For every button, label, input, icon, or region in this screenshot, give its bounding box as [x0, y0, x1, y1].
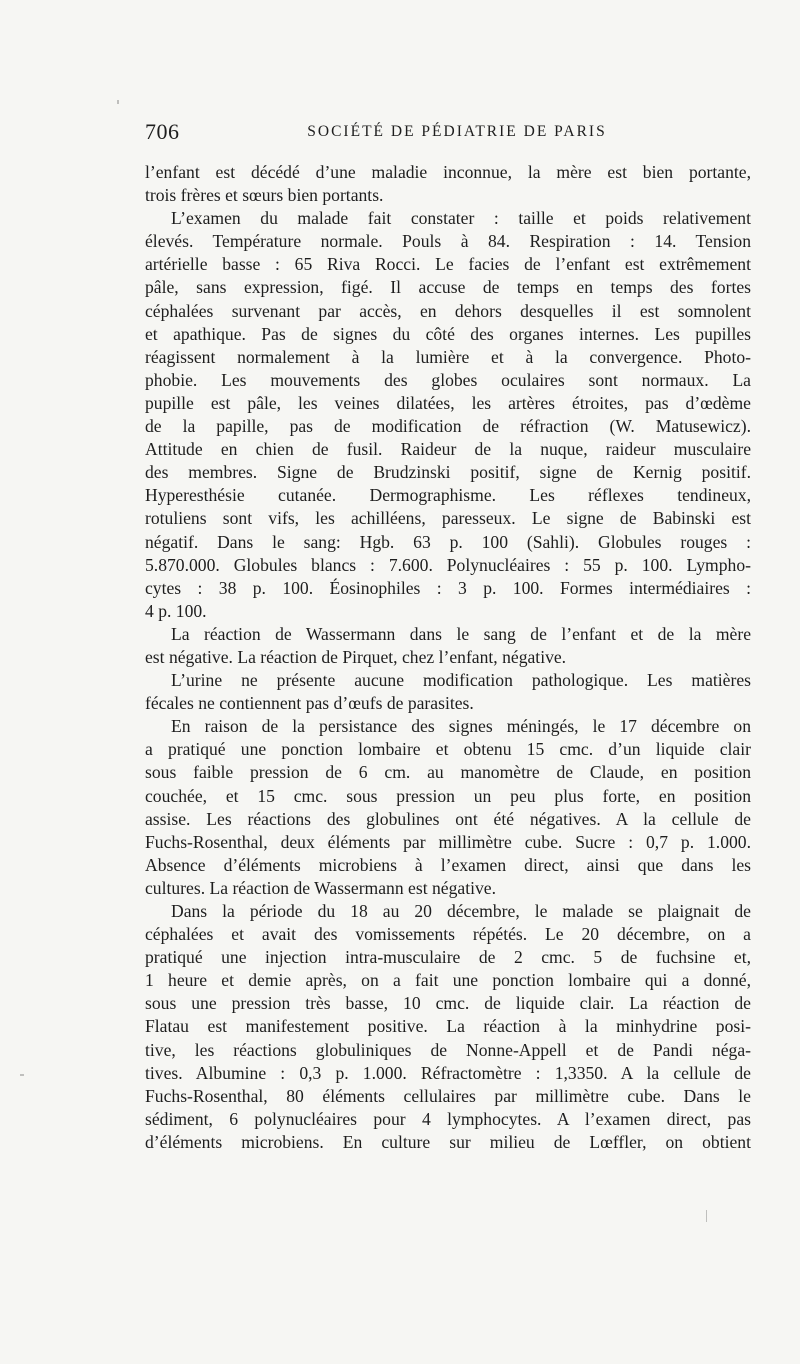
text-line: tives. Albumine : 0,3 p. 1.000. Réfractomètre : 1,3350. A la cellule de: [145, 1062, 751, 1083]
text-line: Fuchs-Rosenthal, deux éléments par millimètre cube. Sucre : 0,7 p. 1.000.: [145, 831, 751, 852]
text-line: a pratiqué une ponction lombaire et obtenu 15 cmc. d’un liquide clair: [145, 739, 751, 760]
text-line: couchée, et 15 cmc. sous pression un peu plus forte, en position: [145, 785, 751, 806]
text-line: Fuchs-Rosenthal, 80 éléments cellulaires par millimètre cube. Dans le: [145, 1085, 751, 1106]
text-line: rotuliens sont vifs, les achilléens, paresseux. Le signe de Babinski est: [145, 508, 751, 529]
text-line: est négative. La réaction de Pirquet, chez l’enfant, négative.: [145, 646, 567, 667]
paragraph-first-line: Dans la période du 18 au 20 décembre, le malade se plaignait de: [171, 901, 751, 921]
text-line: négatif. Dans le sang: Hgb. 63 p. 100 (Sahli). Globules rouges :: [145, 531, 751, 552]
paragraph-first-line: La réaction de Wassermann dans le sang de l’enfant et de la mère: [171, 623, 751, 644]
text-line: cytes : 38 p. 100. Éosinophiles : 3 p. 100. Formes intermédiaires :: [145, 577, 751, 598]
paragraph-first-line: En raison de la persistance des signes méningés, le 17 décembre on: [171, 716, 751, 737]
text-line: assise. Les réactions des globulines ont été négatives. A la cellule de: [145, 808, 751, 829]
text-line: sédiment, 6 polynucléaires pour 4 lymphocytes. A l’examen direct, pas: [145, 1108, 751, 1129]
text-line: réagissent normalement à la lumière et à la convergence. Photo-: [145, 346, 751, 367]
text-line: élevés. Température normale. Pouls à 84. Respiration : 14. Tension: [145, 231, 751, 252]
text-line: 1 heure et demie après, on a fait une ponction lombaire qui a donné,: [145, 970, 751, 991]
text-line: 5.870.000. Globules blancs : 7.600. Polynucléaires : 55 p. 100. Lympho-: [145, 554, 751, 575]
page-header: [145, 119, 751, 149]
text-line: artérielle basse : 65 Riva Rocci. Le facies de l’enfant est extrêmement: [145, 254, 751, 275]
text-line: Flatau est manifestement positive. La réaction à la minhydrine posi-: [145, 1016, 751, 1037]
text-line: l’enfant est décédé d’une maladie inconnue, la mère est bien portante,: [145, 162, 751, 182]
text-line: céphalées survenant par accès, en dehors desquelles il est somnolent: [145, 300, 751, 321]
text-line: pratiqué une injection intra-musculaire de 2 cmc. 5 de fuchsine et,: [145, 947, 751, 968]
text-line: fécales ne contiennent pas d’œufs de parasites.: [145, 693, 474, 714]
text-line: phobie. Les mouvements des globes oculaires sont normaux. La: [145, 369, 751, 390]
text-line: 4 p. 100.: [145, 600, 207, 621]
text-line: sous une pression très basse, 10 cmc. de liquide clair. La réaction de: [145, 993, 751, 1014]
text-line: Absence d’éléments microbiens à l’examen direct, ainsi que dans les: [145, 854, 751, 875]
text-line: et apathique. Pas de signes du côté des organes internes. Les pupilles: [145, 323, 751, 344]
scan-speck: [20, 1074, 24, 1076]
page-number: 706: [145, 119, 180, 144]
body-text: [145, 161, 751, 1154]
scan-speck: [117, 100, 119, 104]
text-line: tive, les réactions globuliniques de Nonne-Appell et de Pandi néga-: [145, 1039, 751, 1060]
text-line: Hyperesthésie cutanée. Dermographisme. Les réflexes tendineux,: [145, 485, 751, 506]
text-line: pâle, sans expression, figé. Il accuse de temps en temps des fortes: [145, 277, 751, 298]
running-title: SOCIÉTÉ DE PÉDIATRIE DE PARIS: [307, 123, 607, 140]
text-line: d’éléments microbiens. En culture sur milieu de Lœffler, on obtient: [145, 1131, 751, 1152]
text-line: trois frères et sœurs bien portants.: [145, 185, 384, 206]
text-line: de la papille, pas de modification de réfraction (W. Matusewicz).: [145, 416, 751, 437]
text-line: des membres. Signe de Brudzinski positif, signe de Kernig positif.: [145, 462, 751, 483]
paragraph-first-line: L’examen du malade fait constater : taille et poids relativement: [171, 208, 751, 229]
text-line: céphalées et avait des vomissements répétés. Le 20 décembre, on a: [145, 924, 751, 945]
text-line: sous faible pression de 6 cm. au manomètre de Claude, en position: [145, 762, 751, 783]
text-line: pupille est pâle, les veines dilatées, les artères étroites, pas d’œdème: [145, 392, 751, 413]
text-line: cultures. La réaction de Wassermann est négative.: [145, 877, 496, 898]
scan-speck: [706, 1210, 707, 1222]
paragraph-first-line: L’urine ne présente aucune modification pathologique. Les matières: [171, 670, 751, 691]
text-line: Attitude en chien de fusil. Raideur de la nuque, raideur musculaire: [145, 439, 751, 460]
